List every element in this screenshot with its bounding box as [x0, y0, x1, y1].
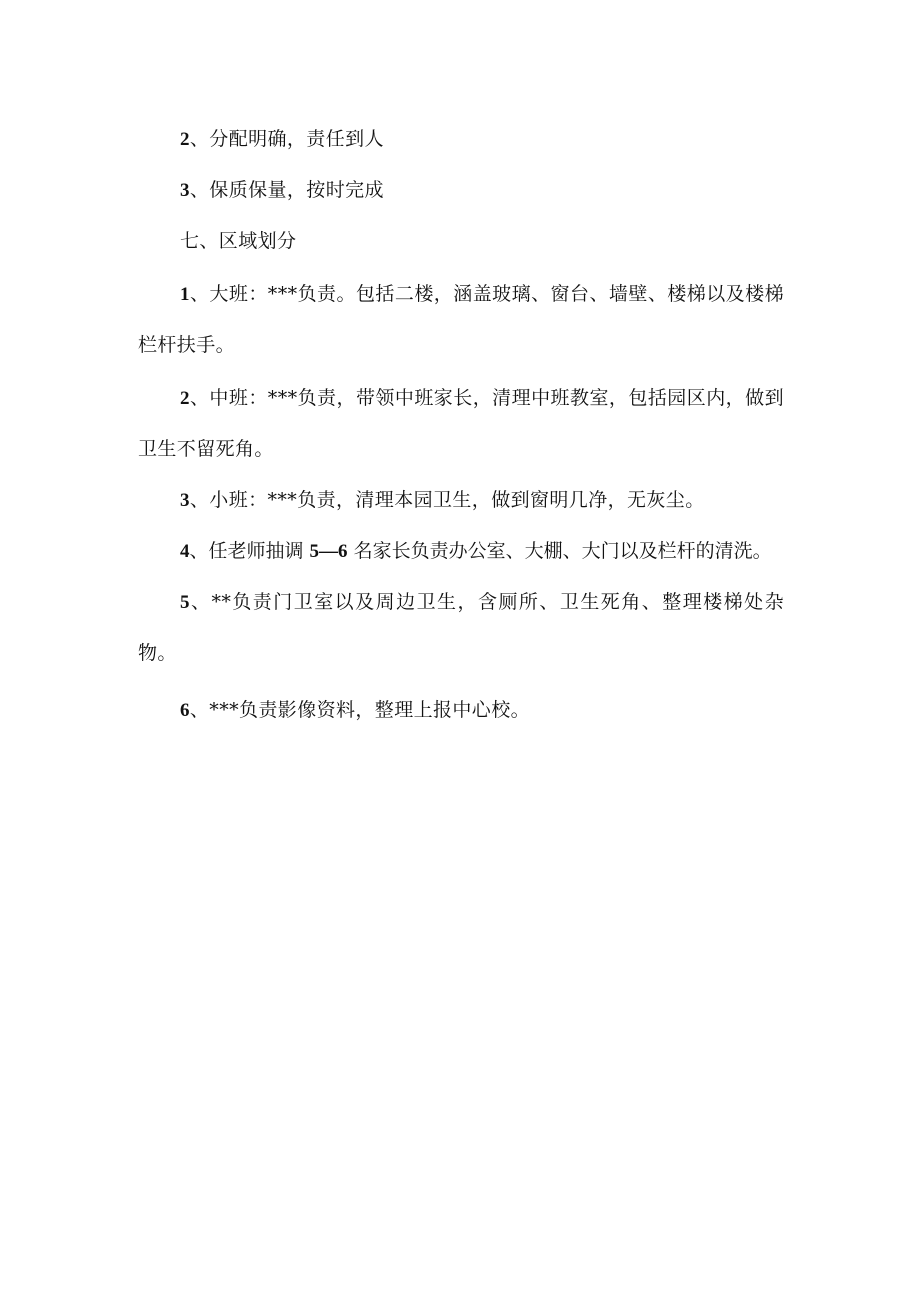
- item-text: 、保质保量，按时完成: [189, 179, 384, 201]
- item-number: 1: [180, 284, 190, 305]
- list-item-allocation: [138, 114, 784, 165]
- list-item-teacher-assign: [138, 526, 784, 577]
- item-number: 3: [180, 490, 190, 511]
- list-item-media: [138, 685, 784, 736]
- item-number: 4: [180, 541, 190, 562]
- list-item-middle-class: [138, 373, 784, 475]
- item-text: 、中班：***负责，带领中班家长，清理中班教室，包括园区内，做到卫生不留死角。: [138, 387, 784, 460]
- item-text: 、分配明确，责任到人: [189, 128, 384, 150]
- item-number: 5: [180, 592, 190, 613]
- item-number: 2: [180, 388, 190, 409]
- document-body: [138, 114, 784, 736]
- item-text-before: 、任老师抽调: [189, 540, 310, 562]
- item-text: 、小班：***负责，清理本园卫生，做到窗明几净，无灰尘。: [189, 489, 705, 511]
- item-text: 、***负责影像资料，整理上报中心校。: [189, 699, 531, 721]
- item-text: 、**负责门卫室以及周边卫生，含厕所、卫生死角、整理楼梯处杂物。: [138, 591, 784, 664]
- item-text-after: 名家长负责办公室、大棚、大门以及栏杆的清洗。: [347, 540, 772, 562]
- list-item-gatehouse: [138, 577, 784, 679]
- list-item-junior-class: [138, 475, 784, 526]
- item-number: 3: [180, 180, 190, 201]
- list-item-quality: [138, 165, 784, 216]
- item-number: 2: [180, 129, 190, 150]
- item-text: 、大班：***负责。包括二楼，涵盖玻璃、窗台、墙壁、楼梯以及楼梯栏杆扶手。: [138, 283, 784, 356]
- item-number: 6: [180, 700, 190, 721]
- list-item-senior-class: [138, 269, 784, 371]
- section-heading: 七、区域划分: [180, 230, 297, 252]
- item-range: 5—6: [309, 541, 348, 562]
